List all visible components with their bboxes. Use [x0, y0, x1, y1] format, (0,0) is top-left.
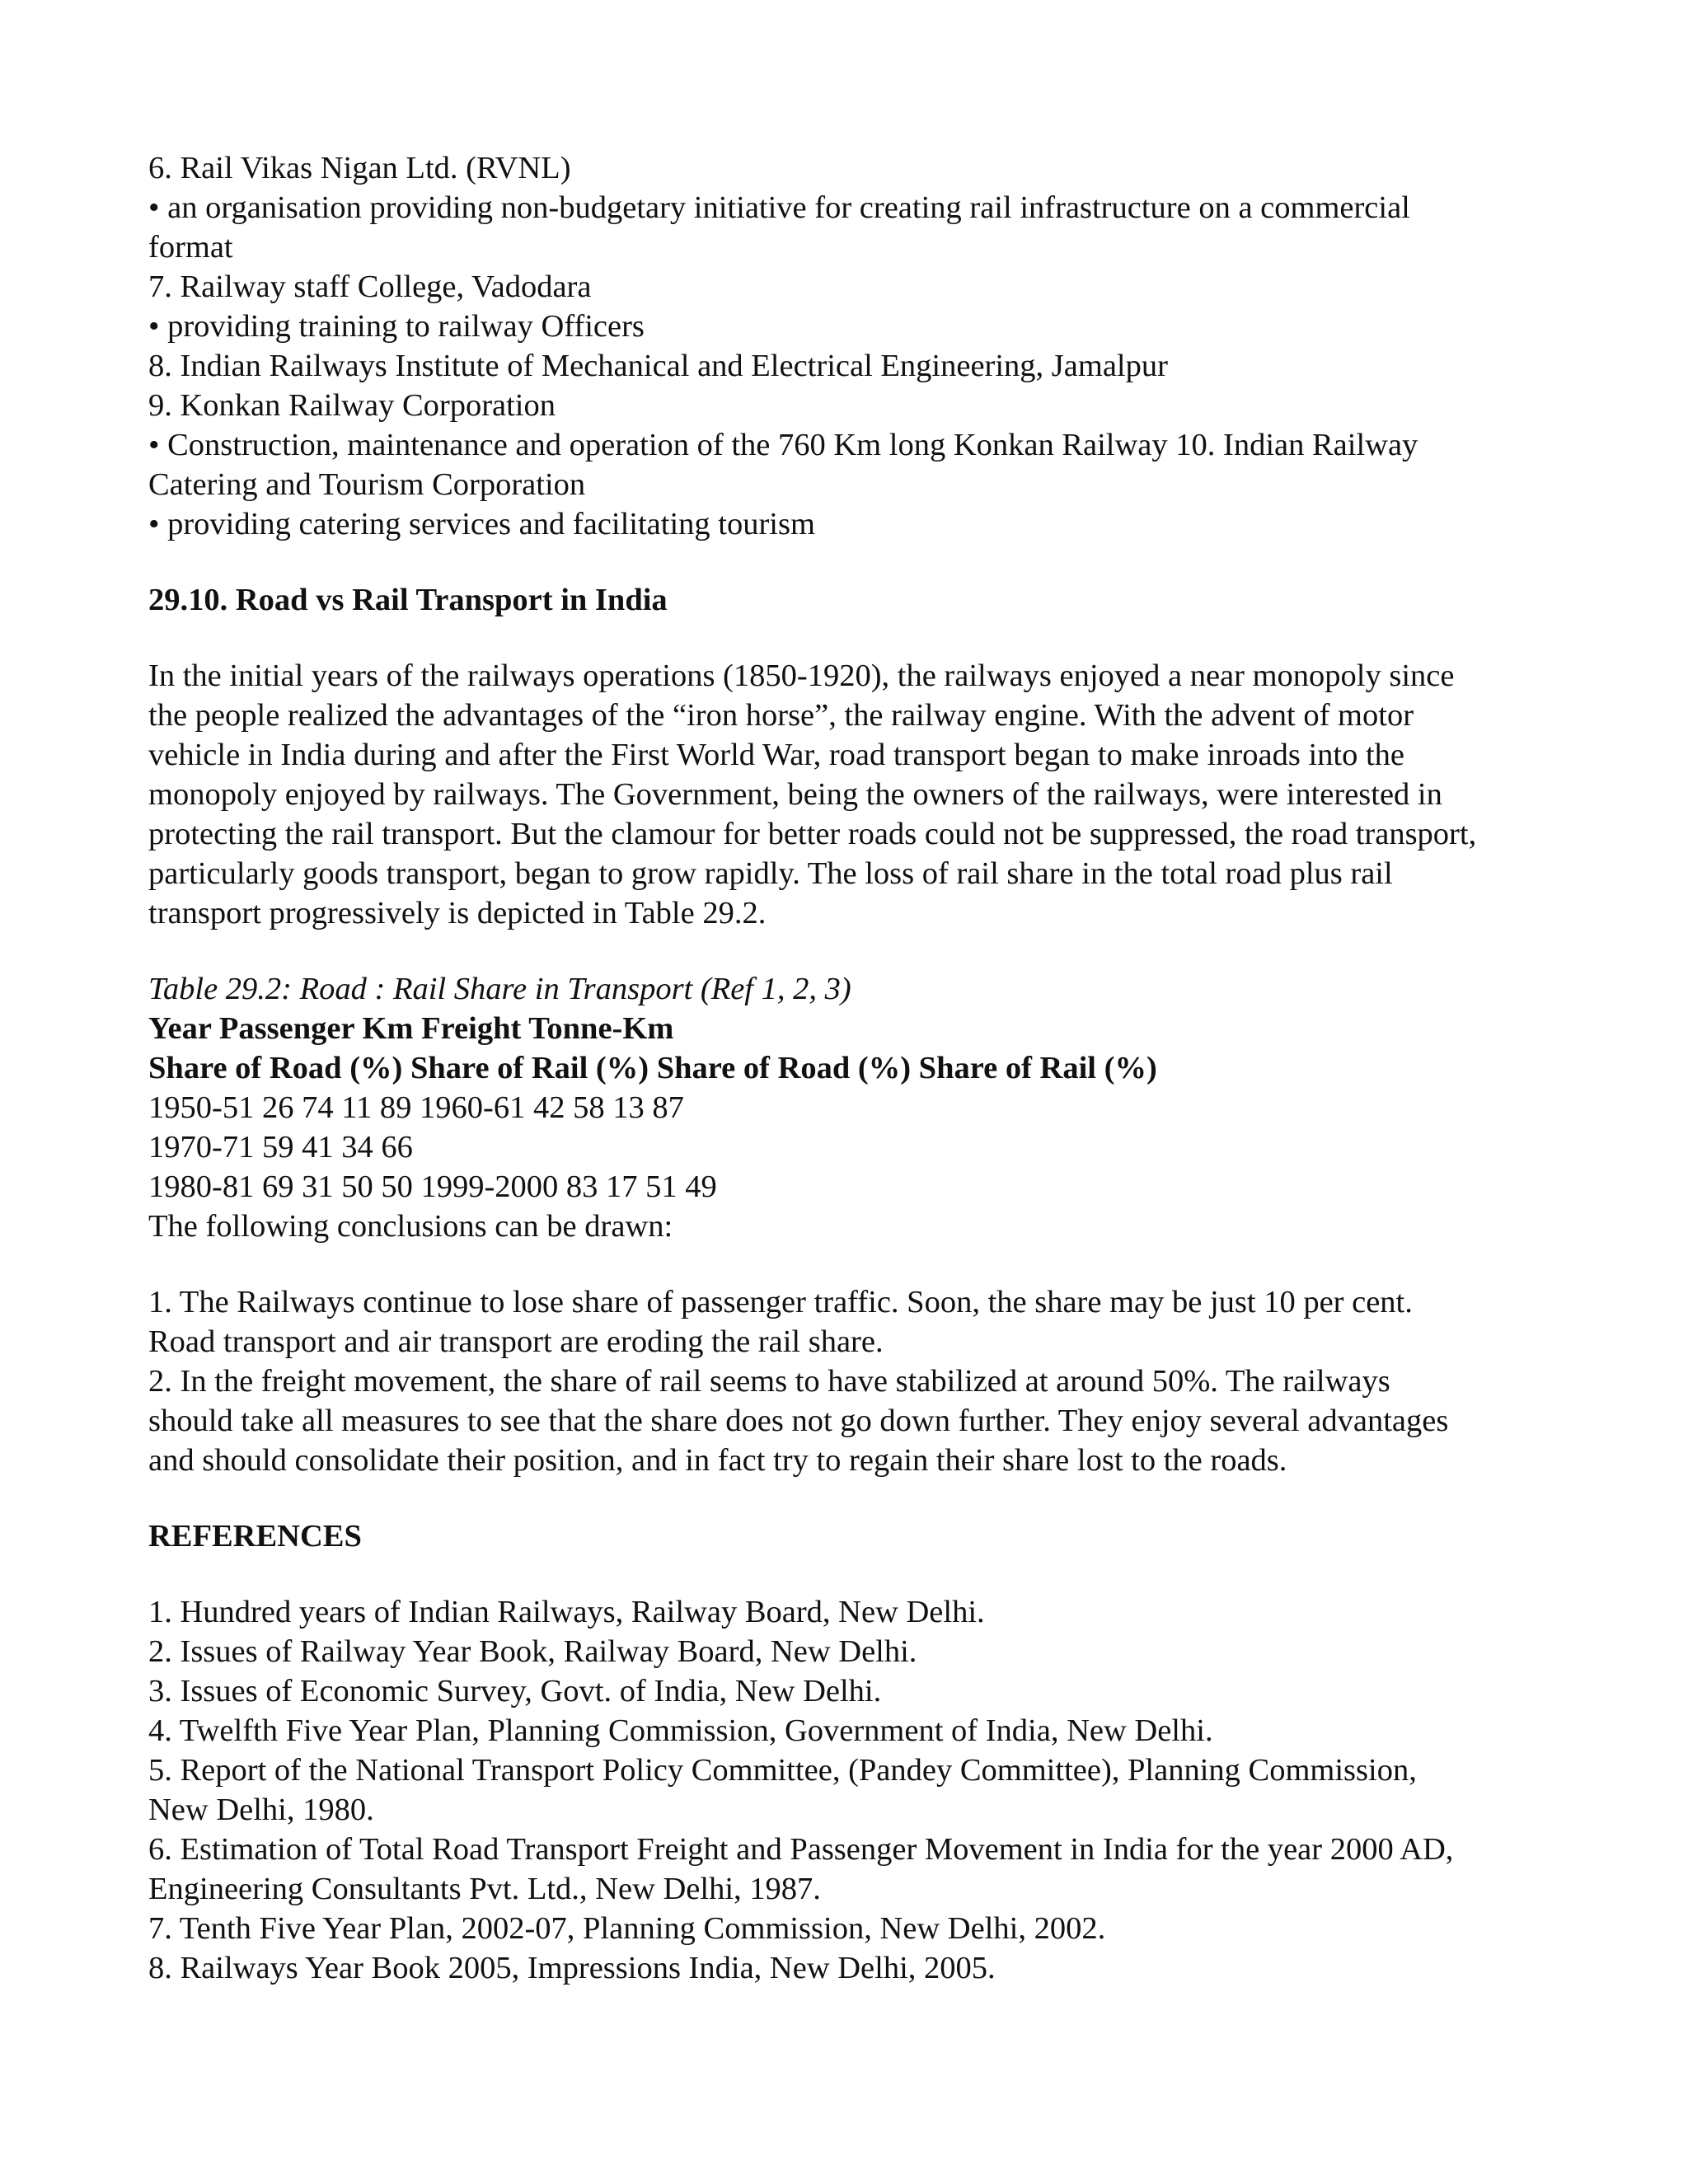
paragraph-line: transport progressively is depicted in Table 29.2. — [148, 896, 767, 930]
reference-item: 2. Issues of Railway Year Book, Railway Board, New Delhi. — [148, 1634, 917, 1669]
section-heading: 29.10. Road vs Rail Transport in India — [148, 583, 668, 617]
institutions-list — [148, 148, 1550, 544]
paragraph-line: particularly goods transport, began to grow rapidly. The loss of rail share in the total road plus rail — [148, 856, 1393, 891]
table-followup: The following conclusions can be drawn: — [148, 1209, 673, 1244]
table-block — [148, 969, 1550, 1246]
reference-item: 1. Hundred years of Indian Railways, Railway Board, New Delhi. — [148, 1595, 985, 1629]
list-item: 1. The Railways continue to lose share of passenger traffic. Soon, the share may be just 10 per cent. — [148, 1285, 1413, 1319]
reference-item: 4. Twelfth Five Year Plan, Planning Commission, Government of India, New Delhi. — [148, 1713, 1213, 1748]
paragraph-line: monopoly enjoyed by railways. The Government, being the owners of the railways, were interested in — [148, 777, 1442, 812]
reference-item: 8. Railways Year Book 2005, Impressions India, New Delhi, 2005. — [148, 1951, 996, 1985]
table-caption: Table 29.2: Road : Rail Share in Transport (Ref 1, 2, 3) — [148, 972, 851, 1006]
list-item: 2. In the freight movement, the share of rail seems to have stabilized at around 50%. The railways — [148, 1364, 1390, 1399]
paragraph-line: vehicle in India during and after the First World War, road transport began to make inroads into the — [148, 738, 1405, 772]
table-row: 1950-51 26 74 11 89 1960-61 42 58 13 87 — [148, 1090, 684, 1125]
list-item: Road transport and air transport are eroding the rail share. — [148, 1324, 884, 1359]
list-item: format — [148, 230, 233, 265]
paragraph-line: the people realized the advantages of the “iron horse”, the railway engine. With the advent of motor — [148, 698, 1414, 733]
list-item: • providing training to railway Officers — [148, 309, 645, 344]
references-heading: REFERENCES — [148, 1519, 362, 1554]
table-header: Year Passenger Km Freight Tonne-Km — [148, 1011, 674, 1046]
list-item: and should consolidate their position, and in fact try to regain their share lost to the roads. — [148, 1443, 1287, 1478]
list-item: • an organisation providing non-budgetary initiative for creating rail infrastructure on a commercial — [148, 190, 1410, 225]
reference-item: 3. Issues of Economic Survey, Govt. of India, New Delhi. — [148, 1674, 882, 1708]
list-item: • providing catering services and facilitating tourism — [148, 507, 815, 541]
list-item: 6. Rail Vikas Nigan Ltd. (RVNL) — [148, 151, 571, 185]
list-item: 9. Konkan Railway Corporation — [148, 388, 556, 423]
conclusions-list — [148, 1282, 1550, 1480]
reference-item: New Delhi, 1980. — [148, 1793, 374, 1827]
list-item: 7. Railway staff College, Vadodara — [148, 269, 592, 304]
paragraph-line: protecting the rail transport. But the clamour for better roads could not be suppressed, the road transport, — [148, 817, 1477, 851]
list-item: Catering and Tourism Corporation — [148, 467, 586, 502]
table-row: 1970-71 59 41 34 66 — [148, 1130, 413, 1165]
table-row: 1980-81 69 31 50 50 1999-2000 83 17 51 49 — [148, 1169, 717, 1204]
reference-item: 5. Report of the National Transport Policy Committee, (Pandey Committee), Planning Commission, — [148, 1753, 1417, 1788]
document-page — [148, 148, 1550, 1988]
section-paragraph — [148, 656, 1550, 933]
list-item: should take all measures to see that the share does not go down further. They enjoy several advantages — [148, 1404, 1449, 1438]
list-item: 8. Indian Railways Institute of Mechanical and Electrical Engineering, Jamalpur — [148, 349, 1168, 383]
reference-item: 6. Estimation of Total Road Transport Freight and Passenger Movement in India for the year 2000 AD, — [148, 1832, 1454, 1867]
paragraph-line: In the initial years of the railways operations (1850-1920), the railways enjoyed a near monopoly since — [148, 658, 1455, 693]
table-subheader: Share of Road (%) Share of Rail (%) Share of Road (%) Share of Rail (%) — [148, 1051, 1157, 1085]
list-item: • Construction, maintenance and operation of the 760 Km long Konkan Railway 10. Indian Railway — [148, 428, 1418, 462]
reference-item: Engineering Consultants Pvt. Ltd., New Delhi, 1987. — [148, 1872, 821, 1906]
references-list — [148, 1592, 1550, 1988]
reference-item: 7. Tenth Five Year Plan, 2002-07, Planning Commission, New Delhi, 2002. — [148, 1911, 1106, 1946]
